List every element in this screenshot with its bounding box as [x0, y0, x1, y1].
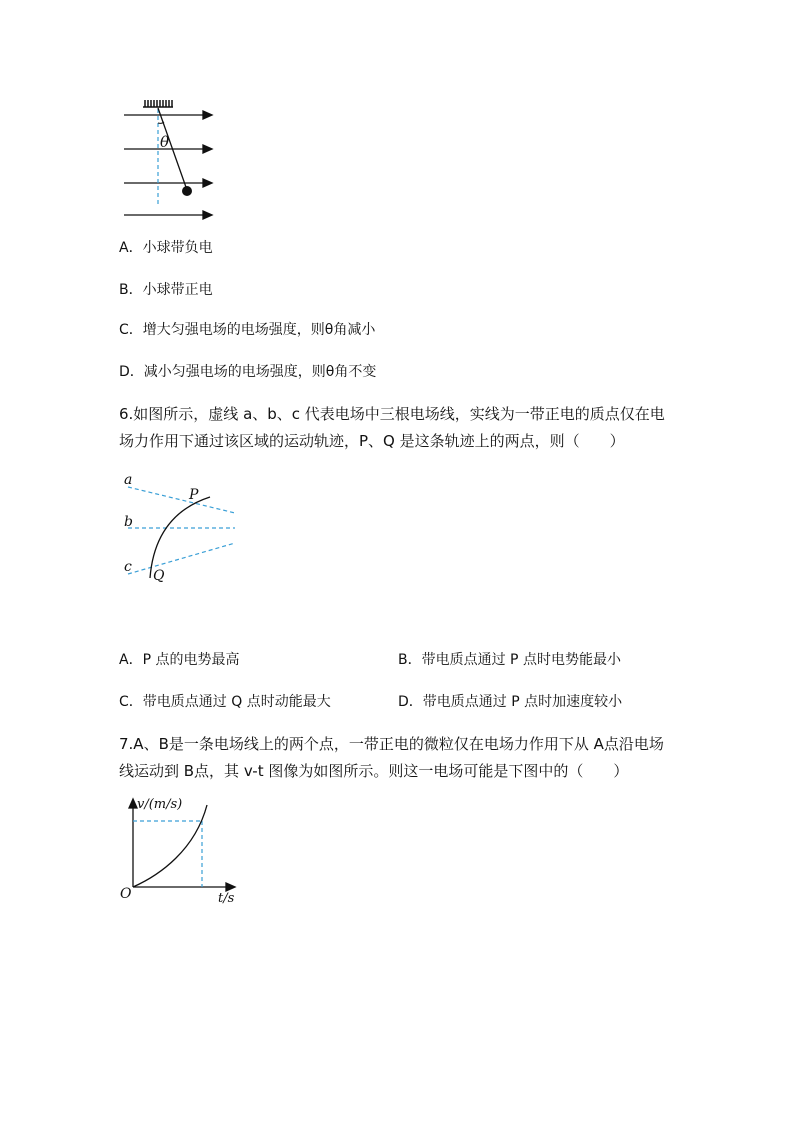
q6-stem-line2: 场力作用下通过该区域的运动轨迹，P、Q 是这条轨迹上的两点，则（ ）	[119, 432, 625, 450]
pendulum-field-figure	[110, 95, 230, 225]
origin-label: O	[120, 886, 132, 902]
electric-field-lines	[124, 111, 212, 219]
q5-option-a: A．小球带负电	[119, 240, 213, 256]
dashed-field-lines	[128, 487, 235, 574]
angle-arc	[158, 122, 164, 123]
field-lines-trajectory-figure	[115, 470, 245, 585]
graph-guide-lines	[133, 821, 202, 887]
q5-option-d: D．减小匀强电场的电场强度，则θ角不变	[119, 364, 377, 380]
label-c: c	[124, 559, 132, 575]
graph-axes	[129, 799, 235, 891]
velocity-time-graph	[115, 795, 245, 910]
q5-option-c: C．增大匀强电场的电场强度，则θ角减小	[119, 322, 376, 338]
q6-option-a: A．P 点的电势最高	[119, 652, 240, 668]
label-q: Q	[153, 568, 165, 584]
q6-stem-line1: 6.如图所示，虚线 a、b、c 代表电场中三根电场线，实线为一带正电的质点仅在电	[119, 405, 665, 423]
q7-stem-line1: 7.A、B是一条电场线上的两个点，一带正电的微粒仅在电场力作用下从 A点沿电场	[119, 735, 664, 753]
q6-option-d: D．带电质点通过 P 点时加速度较小	[398, 694, 623, 710]
label-b: b	[124, 514, 133, 530]
label-a: a	[124, 472, 133, 488]
q6-option-c: C．带电质点通过 Q 点时动能最大	[119, 694, 331, 710]
particle-trajectory	[150, 497, 210, 578]
charged-ball	[182, 186, 192, 196]
label-p: P	[189, 487, 199, 503]
q6-option-b: B．带电质点通过 P 点时电势能最小	[398, 652, 621, 668]
velocity-curve	[133, 805, 207, 887]
q7-stem-line2: 线运动到 B点，其 v-t 图像为如图所示。则这一电场可能是下图中的（ ）	[119, 762, 629, 780]
y-axis-label: v/(m/s)	[137, 797, 183, 812]
q5-option-b: B．小球带正电	[119, 282, 213, 298]
ceiling-support-icon	[143, 100, 173, 107]
theta-label: θ	[160, 133, 170, 151]
x-axis-label: t/s	[218, 891, 235, 906]
